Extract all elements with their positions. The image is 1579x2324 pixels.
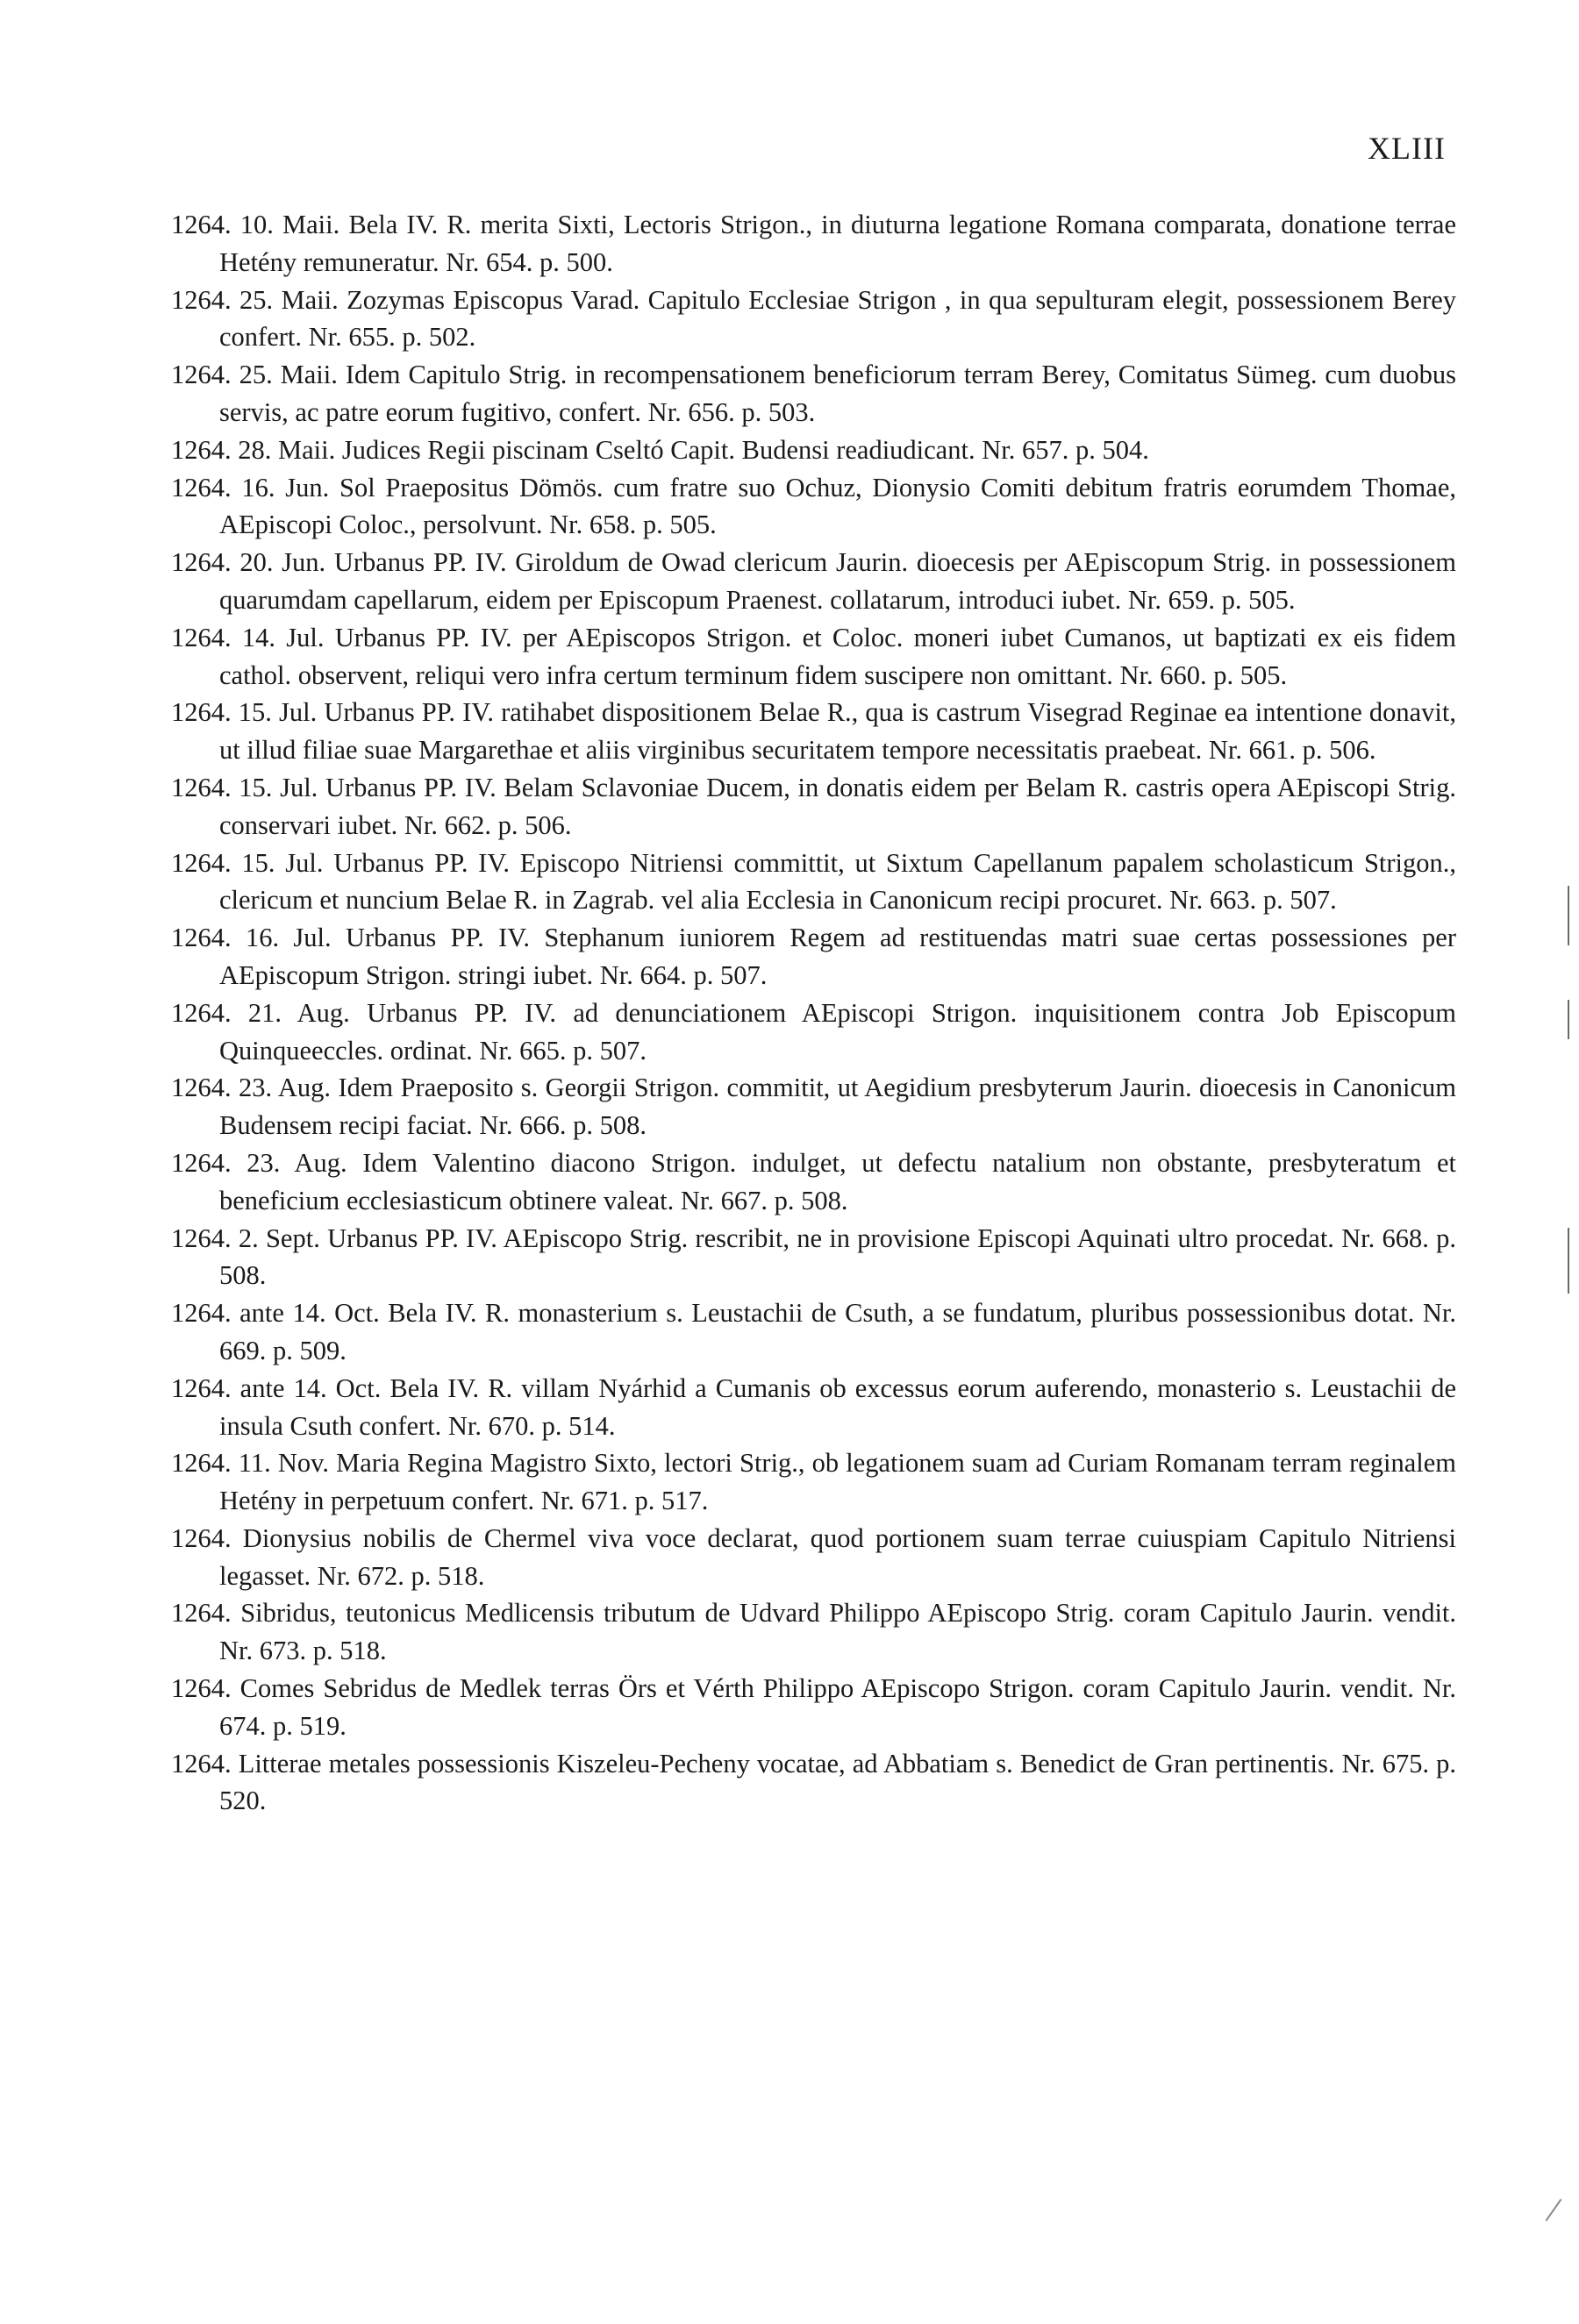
entry xyxy=(171,1069,1456,1144)
entry-date: 1264. 15. Jul. xyxy=(171,847,324,878)
entry-date: 1264. ante 14. Oct. xyxy=(171,1298,380,1329)
entry xyxy=(171,1370,1456,1445)
entry-date: 1264. 25. Maii. xyxy=(171,284,339,315)
entry-date: 1264. 21. Aug. xyxy=(171,997,350,1028)
entry-text: Bela IV. R. merita Sixti, Lectoris Strigon., in diuturna legatione Romana comparata, donatione terrae Hetény remuneratur. Nr. 654. p. 500. xyxy=(219,210,1456,277)
entry-date: 1264. 23. Aug. xyxy=(171,1073,332,1103)
entry-date: 1264. xyxy=(171,1748,232,1779)
entry-date: 1264. 25. Maii. xyxy=(171,360,338,390)
entry xyxy=(171,206,1456,282)
entry-date: 1264. 2. Sept. xyxy=(171,1223,320,1253)
entry-date: 1264. 20. Jun. xyxy=(171,547,326,578)
page-number: XLIII xyxy=(1368,131,1446,166)
entry-text: Urbanus PP. IV. Episcopo Nitriensi committit, ut Sixtum Capellanum papalem scholasticum Strigon., clericum et nuncium Belae R. in Zagrab. vel alia Ecclesia in Canonicum recipi procuret. Nr. 663. p. 507. xyxy=(219,847,1457,916)
entry-date: 1264. 15. Jul. xyxy=(171,697,318,728)
entry-text: Urbanus PP. IV. Giroldum de Owad clericum Jaurin. dioecesis per AEpiscopum Strig. in possessionem quarumdam capellarum, eidem per Episcopum Praenest. collatarum, introduci iubet. Nr. 659. p. 505. xyxy=(219,547,1456,615)
entry-text: Bela IV. R. monasterium s. Leustachii de Csuth, a se fundatum, pluribus possessionibus dotat. Nr. 669. p. 509. xyxy=(219,1298,1456,1365)
entry-text: Dionysius nobilis de Chermel viva voce declarat, quod portionem suam terrae cuiuspiam Capitulo Nitriensi legasset. Nr. 672. p. 518. xyxy=(219,1522,1457,1591)
scan-mark xyxy=(1568,1000,1569,1039)
entry xyxy=(171,1670,1456,1745)
entry xyxy=(171,694,1456,769)
entry xyxy=(171,1520,1456,1595)
entry-text: Judices Regii piscinam Cseltó Capit. Budensi readiudicant. Nr. 657. p. 504. xyxy=(341,434,1149,465)
entry-date: 1264. 23. Aug. xyxy=(171,1147,347,1178)
entry xyxy=(171,431,1456,469)
entry xyxy=(171,356,1456,431)
entry-text: Idem Valentino diacono Strigon. indulget, ut defectu natalium non obstante, presbyteratum et beneficium ecclesiasticum obtinere valeat. Nr. 667. p. 508. xyxy=(219,1147,1457,1215)
entry xyxy=(171,769,1456,845)
regesta-list xyxy=(171,206,1456,1820)
entry xyxy=(171,1444,1456,1520)
entry xyxy=(171,919,1456,994)
entry-text: Urbanus PP. IV. ratihabet dispositionem Belae R., qua is castrum Visegrad Reginae ea intentione donavit, ut illud filiae suae Margarethae et aliis virginibus securitatem tempore necessitatis praebeat. Nr. 661. p. 506. xyxy=(219,697,1457,766)
entry-text: Litterae metales possessionis Kiszeleu-Pecheny vocatae, ad Abbatiam s. Benedict de Gran pertinentis. Nr. 675. p. 520. xyxy=(219,1748,1456,1816)
entry-text: Comes Sebridus de Medlek terras Örs et Vérth Philippo AEpiscopo Strigon. coram Capitulo Jaurin. vendit. Nr. 674. p. 519. xyxy=(219,1673,1457,1741)
entry-date: 1264. 11. Nov. xyxy=(171,1448,330,1479)
entry xyxy=(171,994,1456,1070)
entry-text: Idem Capitulo Strig. in recompensationem beneficiorum terram Berey, Comitatus Sümeg. cum duobus servis, ac patre eorum fugitivo, confert. Nr. 656. p. 503. xyxy=(219,360,1456,427)
entry xyxy=(171,469,1456,545)
entry-date: 1264. 14. Jul. xyxy=(171,622,325,652)
entry-text: Sol Praepositus Dömös. cum fratre suo Ochuz, Dionysio Comiti debitum fratris eorumdem Thomae, AEpiscopi Coloc., persolvunt. Nr. 658. p. 505. xyxy=(219,472,1456,540)
entry-date: 1264. ante 14. Oct. xyxy=(171,1372,382,1403)
entry-text: Urbanus PP. IV. Stephanum iuniorem Regem ad restituendas matri suae certas possessiones per AEpiscopum Strigon. stringi iubet. Nr. 664. p. 507. xyxy=(219,923,1456,990)
entry-date: 1264. 16. Jun. xyxy=(171,472,330,503)
entry-date: 1264. xyxy=(171,1598,232,1629)
entry-date: 1264. 15. Jul. xyxy=(171,772,318,802)
entry xyxy=(171,1144,1456,1220)
entry-text: Urbanus PP. IV. Belam Sclavoniae Ducem, in donatis eidem per Belam R. castris opera AEpiscopi Strig. conservari iubet. Nr. 662. p. 506. xyxy=(219,772,1457,840)
entry xyxy=(171,544,1456,619)
entry xyxy=(171,1220,1456,1295)
entry-date: 1264. 10. Maii. xyxy=(171,210,340,239)
entry-text: Urbanus PP. IV. ad denunciationem AEpiscopi Strigon. inquisitionem contra Job Episcopum Quinqueeccles. ordinat. Nr. 665. p. 507. xyxy=(219,997,1457,1066)
entry-date: 1264. xyxy=(171,1522,232,1553)
entry-text: Bela IV. R. villam Nyárhid a Cumanis ob excessus eorum auferendo, monasterio s. Leustachii de insula Csuth confert. Nr. 670. p. 514. xyxy=(219,1372,1457,1441)
entry-text: Sibridus, teutonicus Medlicensis tributum de Udvard Philippo AEpiscopo Strig. coram Capitulo Jaurin. vendit. Nr. 673. p. 518. xyxy=(219,1598,1457,1666)
entry xyxy=(171,1294,1456,1370)
entry-text: Maria Regina Magistro Sixto, lectori Strig., ob legationem suam ad Curiam Romanam terram reginalem Hetény in perpetuum confert. Nr. 671. p. 517. xyxy=(219,1448,1457,1516)
entry-text: Zozymas Episcopus Varad. Capitulo Ecclesiae Strigon , in qua sepulturam elegit, possessionem Berey confert. Nr. 655. p. 502. xyxy=(219,284,1456,353)
entry-text: Idem Praeposito s. Georgii Strigon. commitit, ut Aegidium presbyterum Jaurin. dioecesis in Canonicum Budensem recipi faciat. Nr. 666. p. 508. xyxy=(219,1073,1457,1141)
scan-mark xyxy=(1568,1228,1569,1294)
entry xyxy=(171,619,1456,695)
entry xyxy=(171,845,1456,920)
entry-date: 1264. 16. Jul. xyxy=(171,923,332,953)
entry-text: Urbanus PP. IV. AEpiscopo Strig. rescribit, ne in provisione Episcopi Aquinati ultro procedat. Nr. 668. p. 508. xyxy=(219,1223,1457,1291)
scan-mark xyxy=(1546,2199,1562,2221)
entry-date: 1264. xyxy=(171,1673,232,1704)
entry-date: 1264. 28. Maii. xyxy=(171,434,336,465)
entry xyxy=(171,282,1456,357)
entry-text: Urbanus PP. IV. per AEpiscopos Strigon. et Coloc. moneri iubet Cumanos, ut baptizati ex eis fidem cathol. observent, reliqui vero infra certum terminum fidem suscipere non omittant. Nr. 660. p. 505. xyxy=(219,622,1457,690)
entry xyxy=(171,1745,1456,1821)
entry xyxy=(171,1594,1456,1670)
scan-mark xyxy=(1568,886,1569,945)
